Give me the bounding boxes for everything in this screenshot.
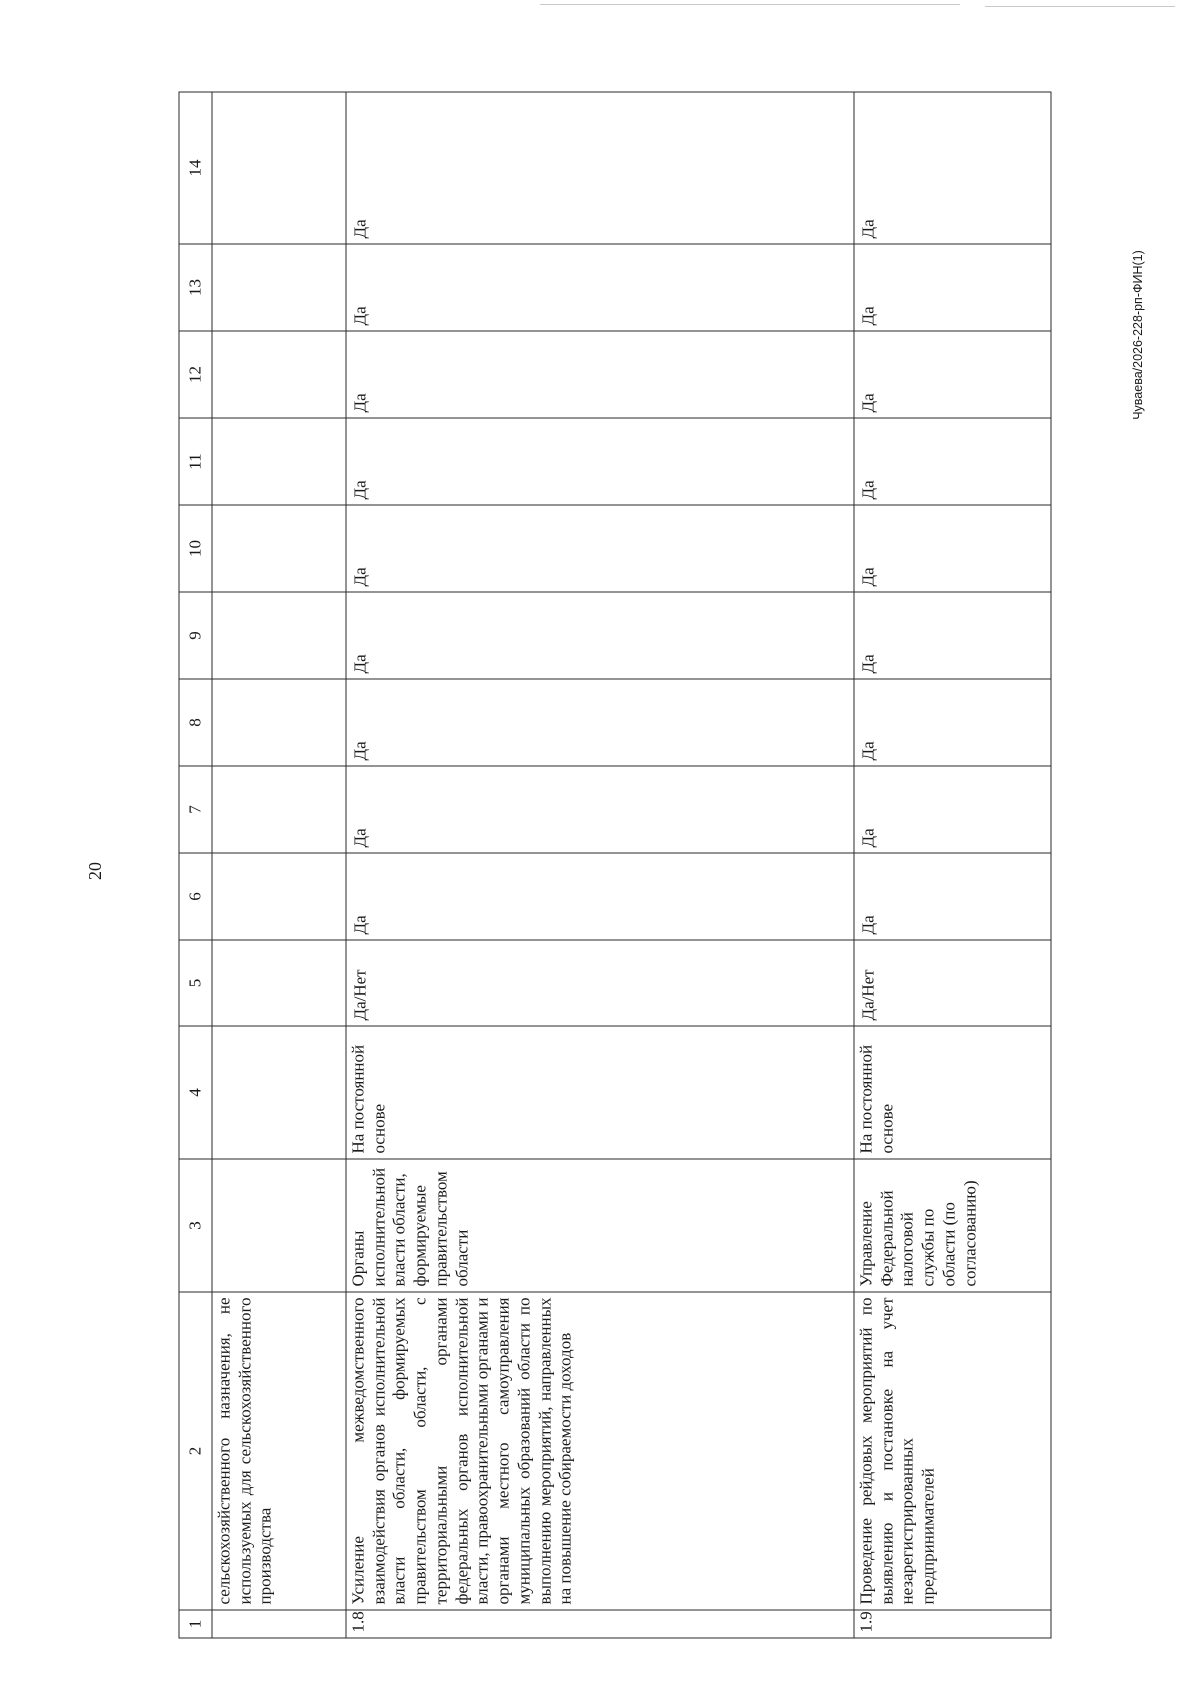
term-cell: На постоянной основе — [346, 1026, 854, 1159]
value-cell: Да — [346, 331, 854, 418]
value-cell: Да — [854, 331, 1051, 418]
row-number-cell: 1.9 — [854, 1610, 1051, 1638]
column-number-cell: 11 — [179, 418, 212, 505]
value-cell: Да — [346, 679, 854, 766]
column-number-cell: 9 — [179, 592, 212, 679]
value-cell: Да/Нет — [346, 940, 854, 1026]
page-number: 20 — [85, 862, 105, 880]
measures-table — [179, 91, 1052, 1638]
value-cell: Да — [854, 679, 1051, 766]
column-number-cell: 13 — [179, 244, 212, 331]
column-number-cell: 10 — [179, 505, 212, 592]
value-cell: Да — [854, 505, 1051, 592]
value-cell — [212, 505, 346, 592]
column-number-cell: 14 — [179, 92, 212, 244]
value-cell: Да — [854, 418, 1051, 505]
value-cell — [212, 92, 346, 244]
value-cell: Да — [346, 592, 854, 679]
value-cell: Да — [346, 505, 854, 592]
column-number-cell: 5 — [179, 940, 212, 1026]
column-number-cell: 12 — [179, 331, 212, 418]
column-number-cell: 7 — [179, 766, 212, 853]
value-cell: Да — [854, 592, 1051, 679]
measure-cell: сельскохозяйственного назначения, не используемых для сельскохозяйственного производства — [212, 1292, 346, 1610]
document-code — [1126, 178, 1150, 492]
document-code-text: Чуваева/2026-228-рп-ФИН(1) — [1131, 250, 1145, 420]
term-cell — [212, 1026, 346, 1159]
column-number-cell: 6 — [179, 853, 212, 940]
value-cell: Да — [854, 766, 1051, 853]
executor-cell: Органы исполнительной власти области, формируемые правительством области — [346, 1159, 854, 1292]
table-row — [854, 92, 1051, 1638]
measure-cell: Проведение рейдовых мероприятий по выявлению и постановке на учет незарегистрированных предпринимателей — [854, 1292, 1051, 1610]
row-number-cell: 1.8 — [346, 1610, 854, 1638]
value-cell: Да — [346, 244, 854, 331]
value-cell — [212, 679, 346, 766]
value-cell — [212, 592, 346, 679]
row-number-cell — [212, 1610, 346, 1638]
column-number-cell: 1 — [179, 1610, 212, 1638]
value-cell: Да — [854, 853, 1051, 940]
table-row — [346, 92, 854, 1638]
scan-artifact-line — [540, 4, 960, 5]
value-cell: Да — [854, 92, 1051, 244]
value-cell: Да/Нет — [854, 940, 1051, 1026]
executor-cell — [212, 1159, 346, 1292]
value-cell — [212, 244, 346, 331]
column-number-cell: 3 — [179, 1159, 212, 1292]
value-cell — [212, 766, 346, 853]
measure-cell: Усиление межведомственного взаимодействия органов исполнительной власти области, формируемых правительством области, с территориальными органами федеральных органов исполнительной власти, правоохранительными органами и органами местного самоуправления муниципальных образований области по выполнению мероприятий, направленных на повышение собираемости доходов — [346, 1292, 854, 1610]
value-cell: Да — [854, 244, 1051, 331]
value-cell: Да — [346, 853, 854, 940]
value-cell: Да — [346, 418, 854, 505]
scan-artifact-line — [985, 6, 1175, 7]
table-header-row — [179, 92, 212, 1638]
value-cell — [212, 418, 346, 505]
value-cell: Да — [346, 92, 854, 244]
column-number-cell: 8 — [179, 679, 212, 766]
measures-table-container — [179, 102, 1046, 1638]
value-cell — [212, 940, 346, 1026]
term-cell: На постоянной основе — [854, 1026, 1051, 1159]
value-cell: Да — [346, 766, 854, 853]
value-cell — [212, 331, 346, 418]
column-number-cell: 4 — [179, 1026, 212, 1159]
column-number-cell: 2 — [179, 1292, 212, 1610]
executor-cell: Управление Федеральной налоговой службы по области (по согласованию) — [854, 1159, 1051, 1292]
table-row — [212, 92, 346, 1638]
value-cell — [212, 853, 346, 940]
